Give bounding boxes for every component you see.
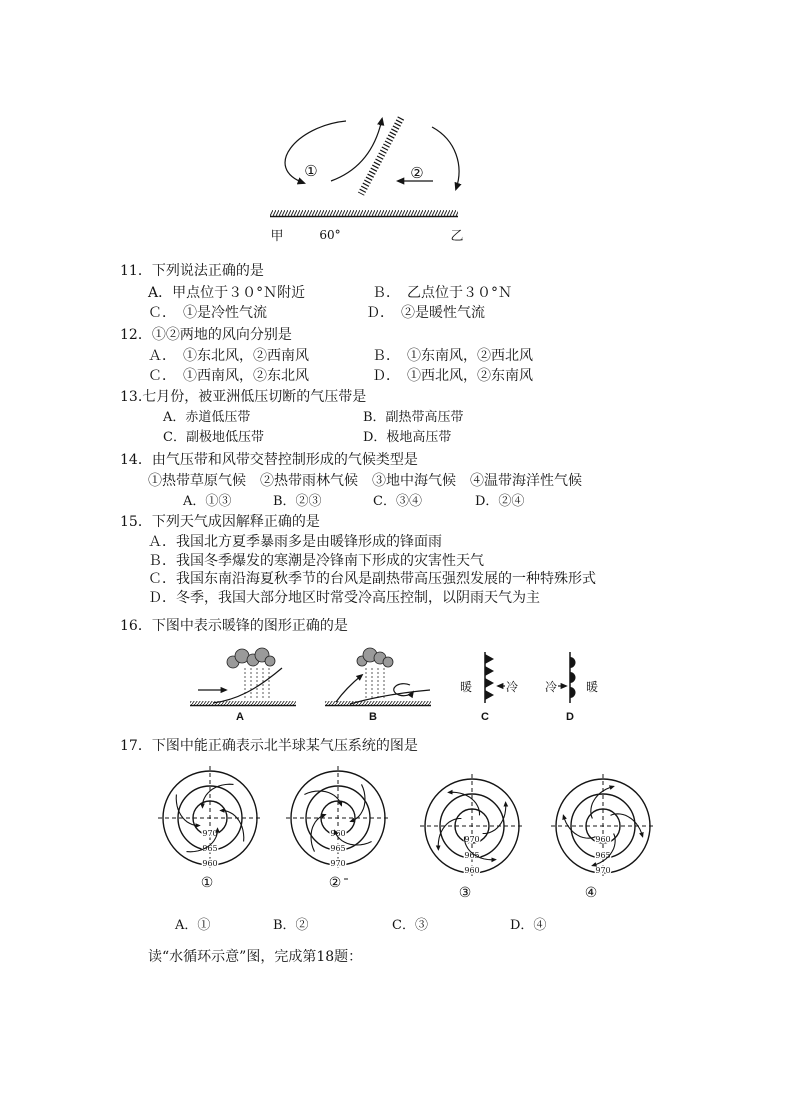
- front-diagram-b: [325, 648, 431, 723]
- isobar-value: 960: [330, 829, 346, 838]
- airflow-2-label: ②: [410, 164, 424, 182]
- q11-stem: 11．下列说法正确的是: [120, 263, 264, 279]
- q13-option-c: C．副极地低压带: [163, 430, 264, 445]
- q12-option-b: Ｂ． ①东南风，②西北风: [372, 348, 533, 364]
- isobar-value: 970: [464, 835, 480, 844]
- q14-option-c: C．③④: [373, 494, 422, 509]
- front-c-left-label: 暖: [459, 680, 473, 694]
- frontal-surface-line: [213, 668, 282, 703]
- front-d-left-label: 冷: [544, 680, 558, 694]
- pressure-figure-1-label: ①: [200, 875, 214, 891]
- q14-option-d: D．②④: [475, 494, 525, 509]
- isobar-value: 965: [595, 851, 611, 860]
- front-diagram-d-label: D: [566, 711, 574, 723]
- q14-items: ①热带草原气候 ②热带雨林气候 ③地中海气候 ④温带海洋性气候: [148, 473, 582, 489]
- isobar-value: 960: [464, 866, 480, 875]
- pressure-systems-figure: [150, 762, 670, 902]
- pressure-figure-2-label: ②: [328, 875, 342, 891]
- isobar-value: 970: [202, 829, 218, 838]
- q12-option-a: Ａ． ①东北风，②西南风: [148, 348, 309, 364]
- q14-option-b: B．②③: [273, 494, 322, 509]
- q14-stem: 14．由气压带和风带交替控制形成的气候类型是: [120, 452, 418, 468]
- front-diagram-c: [460, 652, 518, 723]
- rising-airflow-arrow: [331, 119, 382, 181]
- q17-option-a: A．①: [175, 918, 211, 933]
- isobar-value: 965: [202, 844, 218, 853]
- airflow-arrow: [591, 786, 614, 818]
- q17-stem: 17．下图中能正确表示北半球某气压系统的图是: [120, 738, 418, 754]
- front-diagram-c-label: C: [481, 711, 489, 723]
- cloud-icon: [357, 648, 393, 667]
- frontal-circulation-figure: [260, 108, 475, 245]
- q15-option-b: Ｂ．我国冬季爆发的寒潮是冷锋南下形成的灾害性天气: [148, 553, 484, 569]
- warm-front-semicircles: [570, 657, 576, 698]
- pressure-figure-4: [551, 774, 655, 878]
- q16-stem: 16．下图中表示暖锋的图形正确的是: [120, 618, 348, 634]
- q18-instruction: 读“水循环示意”图，完成第18题：: [148, 949, 363, 965]
- airflow-1-label: ①: [304, 162, 318, 180]
- q12-stem: 12．①②两地的风向分别是: [120, 327, 292, 343]
- cloud-icon: [227, 648, 275, 668]
- isobar-value: 965: [330, 844, 346, 853]
- isobar-value: 960: [202, 859, 218, 868]
- airflow-arrow: [611, 814, 643, 837]
- front-diagram-a-label: A: [236, 711, 244, 723]
- q15-option-d: Ｄ．冬季，我国大部分地区时常受冷高压控制，以阴雨天气为主: [148, 590, 540, 606]
- isobar-value: 960: [595, 835, 611, 844]
- q11-option-d: Ｄ． ②是暖性气流: [366, 305, 485, 321]
- rain-lines: [366, 668, 384, 699]
- isobar-value: 965: [464, 851, 480, 860]
- q13-option-b: B．副热带高压带: [363, 410, 464, 425]
- isobar-value: 970: [595, 866, 611, 875]
- q12-option-c: Ｃ． ①西南风，②东北风: [148, 368, 309, 384]
- pressure-figure-3-label: ③: [458, 885, 472, 901]
- q13-stem: 13.七月份，被亚洲低压切断的气压带是: [120, 389, 367, 405]
- q15-option-c: Ｃ．我国东南沿海夏秋季节的台风是副热带高压强烈发展的一种特殊形式: [148, 571, 596, 587]
- front-surface: [361, 118, 401, 194]
- point-right-label: 乙: [450, 229, 464, 244]
- q13-option-d: D．极地高压带: [363, 430, 452, 445]
- airflow-arrow: [563, 815, 595, 838]
- rotating-airflow-arrow: [394, 684, 413, 696]
- latitude-label: 60°: [319, 228, 341, 242]
- ground-hatching: [325, 701, 431, 705]
- pressure-figure-4-label: ④: [584, 885, 598, 901]
- q17-option-c: C．③: [392, 918, 428, 933]
- q11-option-b: Ｂ． 乙点位于３０°Ｎ: [372, 285, 512, 301]
- ground-hatching: [190, 701, 296, 705]
- isobar-value: 970: [330, 859, 346, 868]
- pressure-figure-3: [420, 774, 524, 878]
- rising-airflow-arrow: [336, 675, 362, 702]
- q13-option-a: A．赤道低压带: [163, 410, 251, 425]
- front-diagram-a: [190, 648, 296, 723]
- ground-hatching: [270, 210, 458, 216]
- front-diagram-b-label: B: [369, 711, 377, 723]
- q12-option-d: Ｄ． ①西北风，②东南风: [372, 368, 533, 384]
- q11-option-c: Ｃ． ①是冷性气流: [148, 305, 267, 321]
- pressure-figure-2: [286, 766, 390, 870]
- right-circulation-arrow: [432, 127, 459, 189]
- rain-lines: [245, 668, 269, 700]
- q11-option-a: A．甲点位于３０°Ｎ附近: [148, 285, 306, 301]
- q15-stem: 15．下列天气成因解释正确的是: [120, 514, 320, 530]
- q14-option-a: A．①③: [183, 494, 232, 509]
- q17-option-b: B．②: [273, 918, 309, 933]
- q15-option-a: Ａ．我国北方夏季暴雨多是由暖锋形成的锋面雨: [148, 534, 442, 550]
- cold-front-triangles: [485, 654, 494, 700]
- front-d-right-label: 暖: [585, 680, 599, 694]
- front-c-right-label: 冷: [505, 680, 519, 694]
- pressure-figure-1: [158, 766, 262, 870]
- front-diagram-d: [545, 652, 598, 723]
- point-left-label: 甲: [270, 229, 284, 244]
- q17-option-d: D．④: [510, 918, 547, 933]
- front-diagrams-figure: [185, 640, 610, 728]
